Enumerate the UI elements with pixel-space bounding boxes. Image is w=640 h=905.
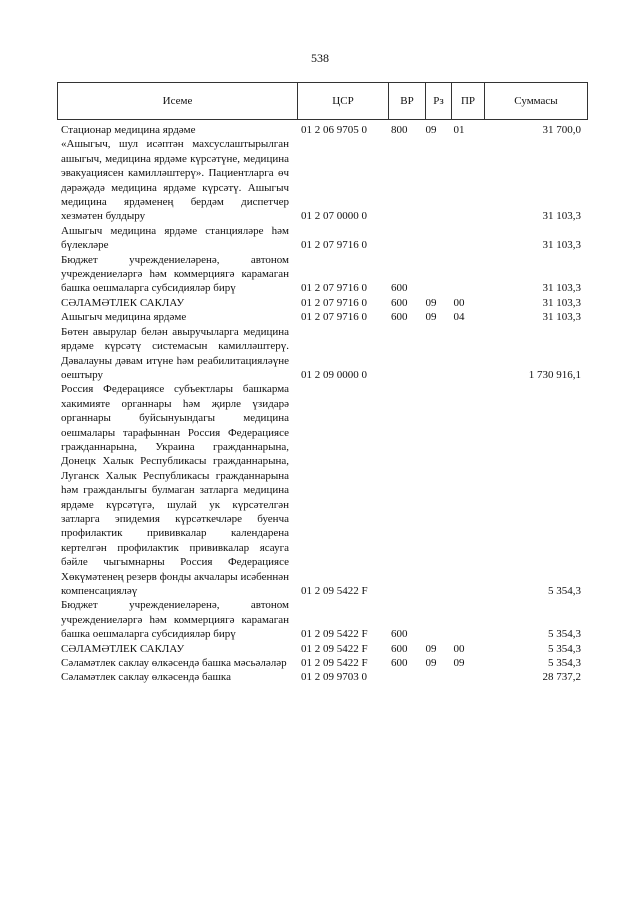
row-csr: 01 2 09 5422 F: [301, 628, 368, 641]
row-sum: 28 737,2: [542, 671, 581, 684]
header-sum: Суммасы: [514, 95, 558, 107]
row-name: Ашыгыч медицина ярдәме: [61, 311, 187, 324]
row-sum: 31 103,3: [542, 282, 581, 295]
row-sum: 5 354,3: [548, 657, 581, 670]
row-rz: [417, 670, 445, 684]
row-sum: 31 700,0: [542, 124, 581, 136]
row-rz: [417, 598, 445, 641]
row-rz: [417, 325, 445, 383]
row-vr: 600: [391, 642, 408, 655]
row-name-cell: [61, 642, 289, 656]
row-csr: 01 2 07 9716 0: [301, 239, 367, 252]
row-pr: [445, 598, 473, 641]
row-csr: 01 2 09 0000 0: [301, 368, 367, 381]
row-csr: 01 2 09 5422 F: [301, 642, 368, 655]
table-row: [61, 137, 581, 223]
row-name-cell: [61, 310, 289, 324]
row-vr: [381, 224, 417, 253]
row-vr: [381, 137, 417, 223]
table-row: [61, 296, 581, 310]
row-name-cell: [61, 123, 289, 137]
row-pr: 09: [453, 657, 465, 670]
row-csr: 01 2 09 5422 F: [301, 657, 368, 670]
row-csr: 01 2 09 5422 F: [301, 585, 368, 597]
row-pr: 01: [453, 124, 465, 136]
table-row: [61, 670, 581, 684]
header-name: Исеме: [58, 83, 298, 119]
row-name-cell: [61, 296, 289, 310]
row-name-cell: [61, 325, 289, 383]
row-vr: 600: [391, 296, 408, 309]
row-csr: 01 2 07 0000 0: [301, 210, 367, 223]
row-name: Бюджет учреждениеләренә, автоном учреждениеләргә һәм коммерциягә карамаган башка оешмаларга субсидияләр бирү: [61, 253, 289, 295]
row-sum: 5 354,3: [548, 628, 581, 641]
row-name: Бюджет учреждениеләренә, автоном учреждениеләргә һәм коммерциягә карамаган башка оешмаларга субсидияләр бирү: [61, 599, 289, 641]
table-header: [57, 82, 588, 120]
row-csr: 01 2 09 9703 0: [301, 671, 367, 684]
row-name: Бөтен авырулар белән авыручыларга медицина ярдәме күрсәтү системасын камилләштерү. Дәвалауны дәвам итүне һәм реабилитацияләүне оештыру: [61, 325, 289, 381]
row-sum: 1 730 916,1: [528, 368, 581, 381]
row-name: Стационар медицина ярдәме: [61, 124, 196, 136]
table-row: [61, 310, 581, 324]
row-pr: [445, 253, 473, 296]
table-row: [61, 642, 581, 656]
table-body: [61, 123, 581, 685]
row-csr: 01 2 06 9705 0: [301, 124, 367, 136]
table-row: [61, 224, 581, 253]
row-vr: 600: [391, 657, 408, 670]
row-rz: [417, 382, 445, 598]
row-name: «Ашыгыч, шул исәптән махсуслаштырылган ашыгыч, медицина ярдәме күрсәтүне, медицина эвакуациясен камилләштерү». Пациентларга өч дәрәҗәдә медицина ярдәме күрсәтү. Ашыгыч медицина ярдәменең бердәм диспетчер хезмәтен булдыру: [61, 138, 289, 223]
row-name: Сәламәтлек саклау өлкәсендә башка мәсьәләләр: [61, 657, 287, 670]
row-pr: [445, 224, 473, 253]
header-vr: ВР: [389, 83, 426, 119]
row-name: СӘЛАМӘТЛЕК САКЛАУ: [61, 296, 185, 309]
row-pr: [445, 325, 473, 383]
row-sum: 31 103,3: [542, 296, 581, 309]
row-sum: 5 354,3: [548, 585, 581, 597]
page-number: 538: [311, 51, 329, 65]
row-sum: 5 354,3: [548, 642, 581, 655]
row-name-cell: [61, 382, 289, 598]
row-rz: [417, 224, 445, 253]
row-rz: 09: [425, 296, 437, 309]
row-rz: 09: [425, 124, 437, 136]
row-rz: 09: [425, 657, 437, 670]
row-csr: 01 2 07 9716 0: [301, 311, 367, 324]
row-name-cell: [61, 656, 289, 670]
row-rz: 09: [425, 642, 437, 655]
row-name: Россия Федерациясе субъектлары башкарма хакимияте органнары һәм җирле үзидарә органнары буйсынуындагы медицина оешмалары тарафыннан Россия Федерациясе гражданнарына, Украина гражданнарына, Донецк Халык Республикасы гражданнарына, Луганск Халык Республикасы гражданнарына һәм гражданлыгы булмаган затларга медицина ярдәме күрсәтүгә, шулай ук күрсәтелгән затларга эпидемия күрсәткечләре буенча профилактик прививкалар календарена кертелгән профилактик прививкалар ясауга бәйле чыгымнарны Россия Федерациясе Хөкүмәтенең резерв фонды акчалары исәбеннән компенсацияләү: [61, 383, 289, 597]
row-rz: [417, 253, 445, 296]
row-vr: 600: [391, 628, 408, 641]
row-sum: 31 103,3: [542, 210, 581, 223]
table-row: [61, 382, 581, 598]
row-vr: 600: [391, 282, 408, 295]
row-pr: 04: [453, 311, 465, 324]
table-row: [61, 253, 581, 296]
row-vr: [381, 325, 417, 383]
table-row: [61, 123, 581, 137]
row-pr: [445, 670, 473, 684]
table-row: [61, 325, 581, 383]
row-pr: 00: [453, 296, 465, 309]
row-rz: 09: [425, 311, 437, 324]
row-name-cell: [61, 598, 289, 641]
row-name-cell: [61, 670, 289, 684]
row-pr: [445, 382, 473, 598]
row-vr: 800: [391, 124, 408, 136]
row-pr: 00: [453, 642, 465, 655]
table-row: [61, 656, 581, 670]
row-name: Ашыгыч медицина ярдәме станцияләре һәм бүлекләре: [61, 224, 289, 252]
row-pr: [445, 137, 473, 223]
row-name-cell: [61, 253, 289, 296]
row-sum: 31 103,3: [542, 239, 581, 252]
header-csr: ЦСР: [298, 83, 389, 119]
row-vr: [381, 382, 417, 598]
row-csr: 01 2 07 9716 0: [301, 282, 367, 295]
row-sum: 31 103,3: [542, 311, 581, 324]
row-vr: 600: [391, 311, 408, 324]
row-name-cell: [61, 224, 289, 253]
row-vr: [381, 670, 417, 684]
row-name-cell: [61, 137, 289, 223]
row-csr: 01 2 07 9716 0: [301, 296, 367, 309]
table-row: [61, 598, 581, 641]
header-pr: ПР: [452, 83, 485, 119]
header-rz: Рз: [426, 83, 452, 119]
row-rz: [417, 137, 445, 223]
row-name: СӘЛАМӘТЛЕК САКЛАУ: [61, 642, 185, 655]
row-name: Сәламәтлек саклау өлкәсендә башка: [61, 671, 231, 684]
